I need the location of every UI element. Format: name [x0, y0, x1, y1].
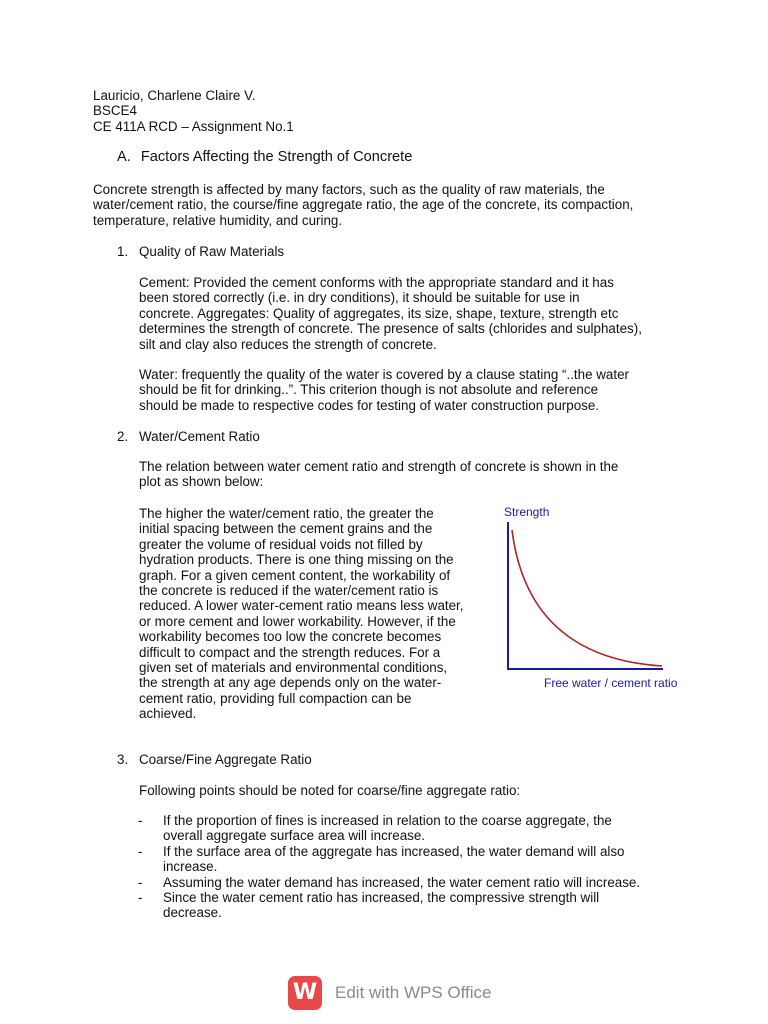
- text-line: workability becomes too low the concrete becomes: [139, 629, 442, 645]
- bullet-dash: -: [138, 844, 143, 859]
- text-line: The higher the water/cement ratio, the greater the: [139, 506, 434, 521]
- strength-ratio-graph: [498, 500, 693, 695]
- text-run: F: [139, 783, 148, 798]
- text-line: reduced. A lower water-cement ratio means less water,: [139, 598, 464, 614]
- section-letter: A.: [117, 149, 131, 165]
- list-item: [138, 875, 698, 890]
- bullet-dash: -: [138, 875, 143, 890]
- ratio-intro-paragraph: [139, 459, 699, 490]
- item-number: 2.: [117, 429, 129, 444]
- text-line: should be made to respective codes for testing of water construction purpose.: [139, 397, 600, 413]
- bullet-dash: -: [138, 890, 143, 905]
- list-item: [138, 890, 698, 921]
- text-line: plot as shown below:: [139, 474, 264, 490]
- text-line: [139, 306, 699, 321]
- intro-paragraph: [93, 182, 693, 228]
- text-line: determines the strength of concrete. The presence of salts (chlorides and sulphates),: [139, 321, 642, 337]
- text-run: Quality of aggregates, its size, shape, texture, strength etc: [273, 305, 619, 321]
- intro-line: temperature, relative humidity, and curing.: [93, 212, 343, 228]
- intro-line: Concrete strength is affected by many factors, such as the quality of raw materials, the: [93, 182, 605, 197]
- text-line: cement ratio, providing full compaction can be: [139, 690, 412, 706]
- text-line: Assuming the water demand has increased, the water cement ratio will increase.: [163, 875, 641, 890]
- strength-curve: [512, 530, 662, 666]
- graph-ylabel: Strength: [504, 505, 550, 519]
- item-title: Quality of Raw Materials: [139, 244, 285, 259]
- item-number: 1.: [117, 244, 129, 259]
- aggregate-intro: [139, 783, 520, 798]
- program: BSCE4: [93, 103, 137, 119]
- text-line: the strength at any age depends only on the water-: [139, 675, 442, 691]
- text-line: greater the volume of residual voids not filled by: [139, 536, 423, 552]
- water-paragraph: [139, 367, 699, 413]
- text-line: Cement: Provided the cement conforms with the appropriate standard and it has: [139, 275, 614, 290]
- text-line: If the proportion of fines is increased in relation to the coarse aggregate, the: [163, 813, 612, 828]
- item-number: 3.: [117, 752, 129, 767]
- text-line: achieved.: [139, 706, 197, 722]
- text-line: graph. For a given cement content, the workability of: [139, 567, 451, 583]
- text-run: concrete.: [139, 305, 195, 321]
- author-block: [93, 88, 294, 134]
- wps-logo-icon[interactable]: [288, 976, 322, 1010]
- edit-with-wps-link[interactable]: Edit with WPS Office: [335, 983, 492, 1002]
- text-line: been stored correctly (i.e. in dry conditions), it should be suitable for use in: [139, 290, 580, 306]
- list-item: [138, 844, 698, 875]
- text-line: overall aggregate surface area will increase.: [163, 828, 426, 844]
- item-title: Coarse/Fine Aggregate Ratio: [139, 752, 312, 767]
- text-line: decrease.: [163, 905, 222, 921]
- course-assignment: CE 411A RCD – Assignment No.1: [93, 118, 294, 134]
- text-line: hydration products. There is one thing missing on the: [139, 552, 454, 568]
- graph-xlabel: Free water / cement ratio: [544, 676, 678, 690]
- section-heading: [117, 150, 412, 165]
- raw-materials-paragraph: [139, 275, 699, 352]
- bullet-dash: -: [138, 813, 143, 828]
- text-line: Since the water cement ratio has increased, the compressive strength will: [163, 890, 600, 905]
- intro-line: water/cement ratio, the course/fine aggregate ratio, the age of the concrete, its compaction,: [93, 197, 634, 213]
- text-line: silt and clay also reduces the strength of concrete.: [139, 336, 437, 352]
- text-line: the concrete is reduced if the water/cement ratio is: [139, 583, 439, 599]
- text-line: initial spacing between the cement grains and the: [139, 521, 433, 537]
- section-title: Factors Affecting the Strength of Concrete: [140, 149, 413, 165]
- item-title: Water/Cement Ratio: [139, 429, 260, 444]
- text-line: Water: frequently the quality of the water is covered by a clause stating “..the water: [139, 367, 629, 382]
- text-line: The relation between water cement ratio and strength of concrete is shown in the: [139, 459, 619, 474]
- text-line: given set of materials and environmental conditions,: [139, 660, 448, 676]
- ratio-explanation-paragraph: [139, 506, 499, 722]
- text-line: should be fit for drinking..”. This criterion though is not absolute and reference: [139, 382, 599, 398]
- text-line: increase.: [163, 859, 218, 875]
- wps-logo-letter: W: [292, 980, 318, 1005]
- author-name: Lauricio, Charlene Claire V.: [93, 88, 256, 103]
- text-run: ollowing points should be noted for coarse/fine aggregate ratio:: [147, 783, 521, 798]
- text-line: or more cement and lower workability. However, if the: [139, 613, 456, 629]
- text-line: difficult to compact and the strength reduces. For a: [139, 644, 441, 660]
- text-line: If the surface area of the aggregate has increased, the water demand will also: [163, 844, 625, 859]
- list-item: [138, 813, 698, 844]
- aggregates-label: Aggregates:: [197, 305, 270, 321]
